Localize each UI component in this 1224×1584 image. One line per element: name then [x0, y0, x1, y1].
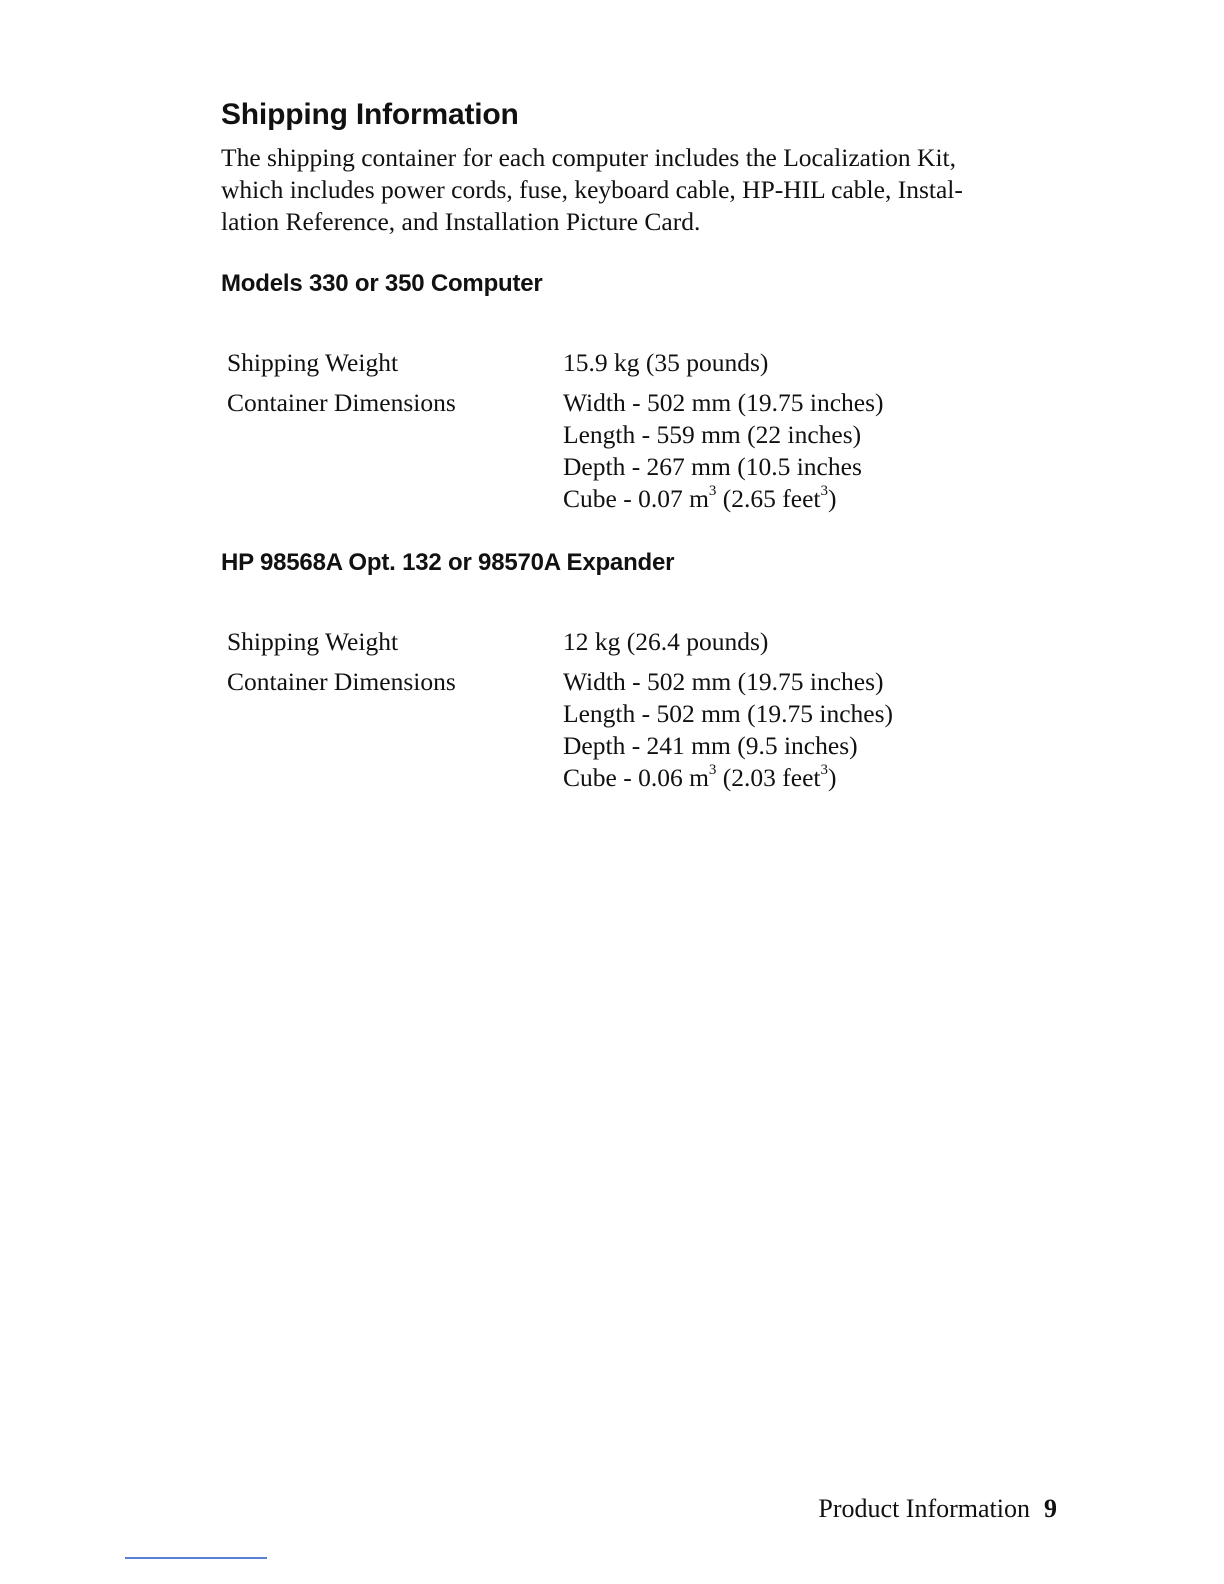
spec-value-cube: Cube - 0.07 $m^3$ (2.65 feet$^3$)	[563, 482, 837, 513]
spec-value-cube: Cube - 0.06 $m^3$ (2.03 feet$^3$)	[563, 761, 837, 792]
spec-value: 15.9 kg (35 pounds)	[563, 348, 769, 377]
spec-row-weight	[227, 347, 884, 379]
spec-value-depth: Depth - 267 mm (10.5 inches	[563, 452, 862, 481]
spec-value-length: Length - 502 mm (19.75 inches)	[563, 699, 894, 728]
spec-value-depth: Depth - 241 mm (9.5 inches)	[563, 731, 858, 760]
page-number: 9	[1044, 1494, 1057, 1523]
spec-table-expander	[227, 626, 893, 802]
section-heading-models: Models 330 or 350 Computer	[221, 270, 543, 297]
spec-label: Container Dimensions	[227, 388, 456, 417]
section-heading-expander: HP 98568A Opt. 132 or 98570A Expander	[221, 549, 675, 576]
page-title: Shipping Information	[221, 98, 519, 131]
spec-row-dimensions	[227, 387, 884, 515]
spec-row-dimensions	[227, 666, 893, 794]
spec-value-length: Length - 559 mm (22 inches)	[563, 420, 862, 449]
page-edge-mark	[125, 1557, 267, 1559]
spec-value: 12 kg (26.4 pounds)	[563, 627, 769, 656]
spec-label: Shipping Weight	[227, 627, 399, 656]
spec-table-models	[227, 347, 884, 523]
intro-paragraph	[221, 142, 1071, 238]
intro-line: The shipping container for each computer includes the Localization Kit,	[221, 143, 956, 172]
page-footer	[818, 1494, 1057, 1524]
spec-value-width: Width - 502 mm (19.75 inches)	[563, 388, 884, 417]
intro-line: which includes power cords, fuse, keyboard cable, HP-HIL cable, Instal-	[221, 175, 963, 204]
intro-line: lation Reference, and Installation Picture Card.	[221, 207, 701, 236]
footer-label: Product Information	[818, 1494, 1030, 1523]
spec-value-width: Width - 502 mm (19.75 inches)	[563, 667, 884, 696]
spec-label: Container Dimensions	[227, 667, 456, 696]
spec-label: Shipping Weight	[227, 348, 399, 377]
spec-row-weight	[227, 626, 893, 658]
